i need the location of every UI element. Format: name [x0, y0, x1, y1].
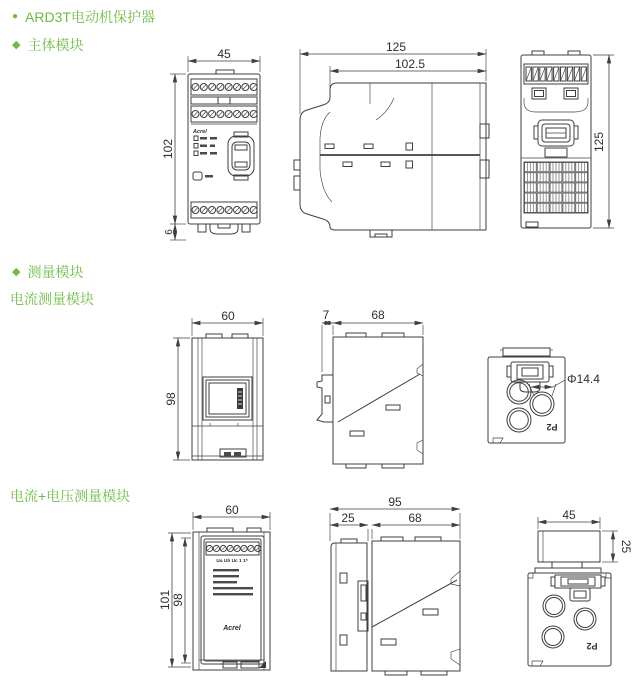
dimension-width — [193, 503, 270, 530]
main-body-profile — [372, 537, 460, 675]
terminal-row — [206, 542, 261, 564]
subsection-current-module-text: 电流测量模块 — [10, 291, 94, 307]
side-profile — [300, 83, 486, 230]
dim-cv-rear-width: 45 — [562, 508, 576, 522]
product-title-text: ARD3T电动机保护器 — [25, 9, 155, 25]
product-title — [12, 7, 155, 27]
device-outline — [193, 528, 270, 670]
voltage-module-profile — [331, 539, 367, 671]
rear-connector — [534, 120, 578, 157]
dim-main-side-body: 102.5 — [394, 57, 426, 71]
dim-cv-side-left: 25 — [341, 511, 355, 525]
bullet-icon: ● — [12, 11, 19, 22]
dim-current-side-clip: 7 — [322, 308, 330, 322]
din-rail-bracket — [480, 124, 489, 178]
din-edge-rear — [417, 364, 423, 454]
bottom-tab — [526, 222, 538, 227]
dimension-width — [538, 508, 600, 529]
panel-text-lines — [213, 569, 253, 595]
dimension-height — [602, 531, 633, 562]
section-main-module-text: 主体模块 — [27, 37, 84, 53]
dim-current-hole: Φ14.4 — [567, 372, 600, 386]
current-module-side-view — [296, 308, 436, 468]
subsection-current-voltage-module-text: 电流+电压测量模块 — [10, 488, 131, 504]
section-measure-module-text: 测量模块 — [27, 264, 84, 280]
cv-module-side-view — [315, 495, 485, 687]
dim-main-front-width: 45 — [217, 47, 231, 61]
dimension-width — [192, 309, 263, 336]
terminal-connector — [551, 575, 605, 601]
dimension-height — [161, 74, 186, 240]
dimension-width — [188, 47, 260, 72]
subsection-current-module — [10, 289, 94, 309]
device-outline — [528, 573, 611, 666]
cv-module-front-view — [158, 502, 305, 686]
diamond-bullet-icon: ◆ — [12, 38, 21, 51]
reset-button — [193, 172, 213, 180]
cv-module-rear-view — [486, 505, 642, 685]
bottom-section — [192, 423, 263, 457]
terminal-mark-p2: P2 — [586, 641, 598, 651]
dim-main-side-total: 125 — [385, 40, 407, 54]
din-clip-front — [317, 375, 333, 422]
top-block — [535, 531, 601, 573]
device-outline — [188, 70, 260, 224]
front-panel — [191, 124, 257, 180]
terminal-labels: Ua Ub Uc 1 1* — [216, 559, 248, 564]
ct-holes — [542, 595, 596, 648]
dim-cv-side-total: 95 — [388, 495, 402, 509]
dim-main-rear-height: 125 — [592, 131, 606, 153]
din-foot — [198, 224, 250, 234]
window — [203, 377, 252, 420]
dim-cv-front-height-inner: 98 — [171, 593, 185, 607]
terminal-edge-detail — [294, 160, 300, 190]
dim-cv-front-height-outer: 101 — [158, 589, 172, 611]
dim-cv-rear-height: 25 — [619, 539, 633, 554]
side-profile — [333, 333, 423, 468]
dim-current-front-width: 60 — [221, 309, 235, 323]
led-indicators — [194, 136, 217, 156]
diamond-bullet-icon: ◆ — [12, 265, 21, 278]
subsection-current-voltage-module — [10, 486, 130, 506]
terminal-row-middle — [191, 106, 257, 122]
panel-connector — [228, 132, 254, 180]
brand-logo: Acrel — [193, 129, 207, 135]
terminal-row-top — [191, 79, 257, 95]
dim-main-front-foot: 6 — [164, 229, 175, 235]
main-module-rear-view — [512, 40, 640, 246]
dimension-height — [592, 55, 614, 228]
mount-slots — [524, 88, 588, 112]
section-measure-module — [12, 262, 83, 282]
dimension-height — [164, 338, 190, 460]
dimension-depth — [322, 308, 423, 372]
vent-grid — [521, 158, 591, 213]
dim-current-side-depth: 68 — [371, 308, 385, 322]
current-module-bottom-view — [462, 336, 640, 450]
main-module-side-view — [280, 40, 512, 246]
terminal-row-bottom — [191, 202, 257, 218]
mid-band — [191, 97, 257, 104]
dim-cv-side-body: 68 — [408, 511, 422, 525]
terminal-strip — [524, 64, 588, 84]
section-main-module — [12, 35, 83, 55]
dimension-heights — [158, 533, 191, 667]
dim-main-front-height: 102 — [161, 138, 175, 160]
din-clip-bottom — [370, 230, 392, 237]
terminal-mark-p2: P2 — [546, 422, 558, 432]
current-module-front-view — [166, 308, 302, 468]
brand-logo: Acrel — [223, 625, 241, 632]
dim-cv-front-width: 60 — [225, 503, 239, 517]
dim-current-front-height: 98 — [164, 392, 178, 406]
dimension-depths — [330, 495, 460, 541]
main-module-front-view — [161, 47, 268, 244]
